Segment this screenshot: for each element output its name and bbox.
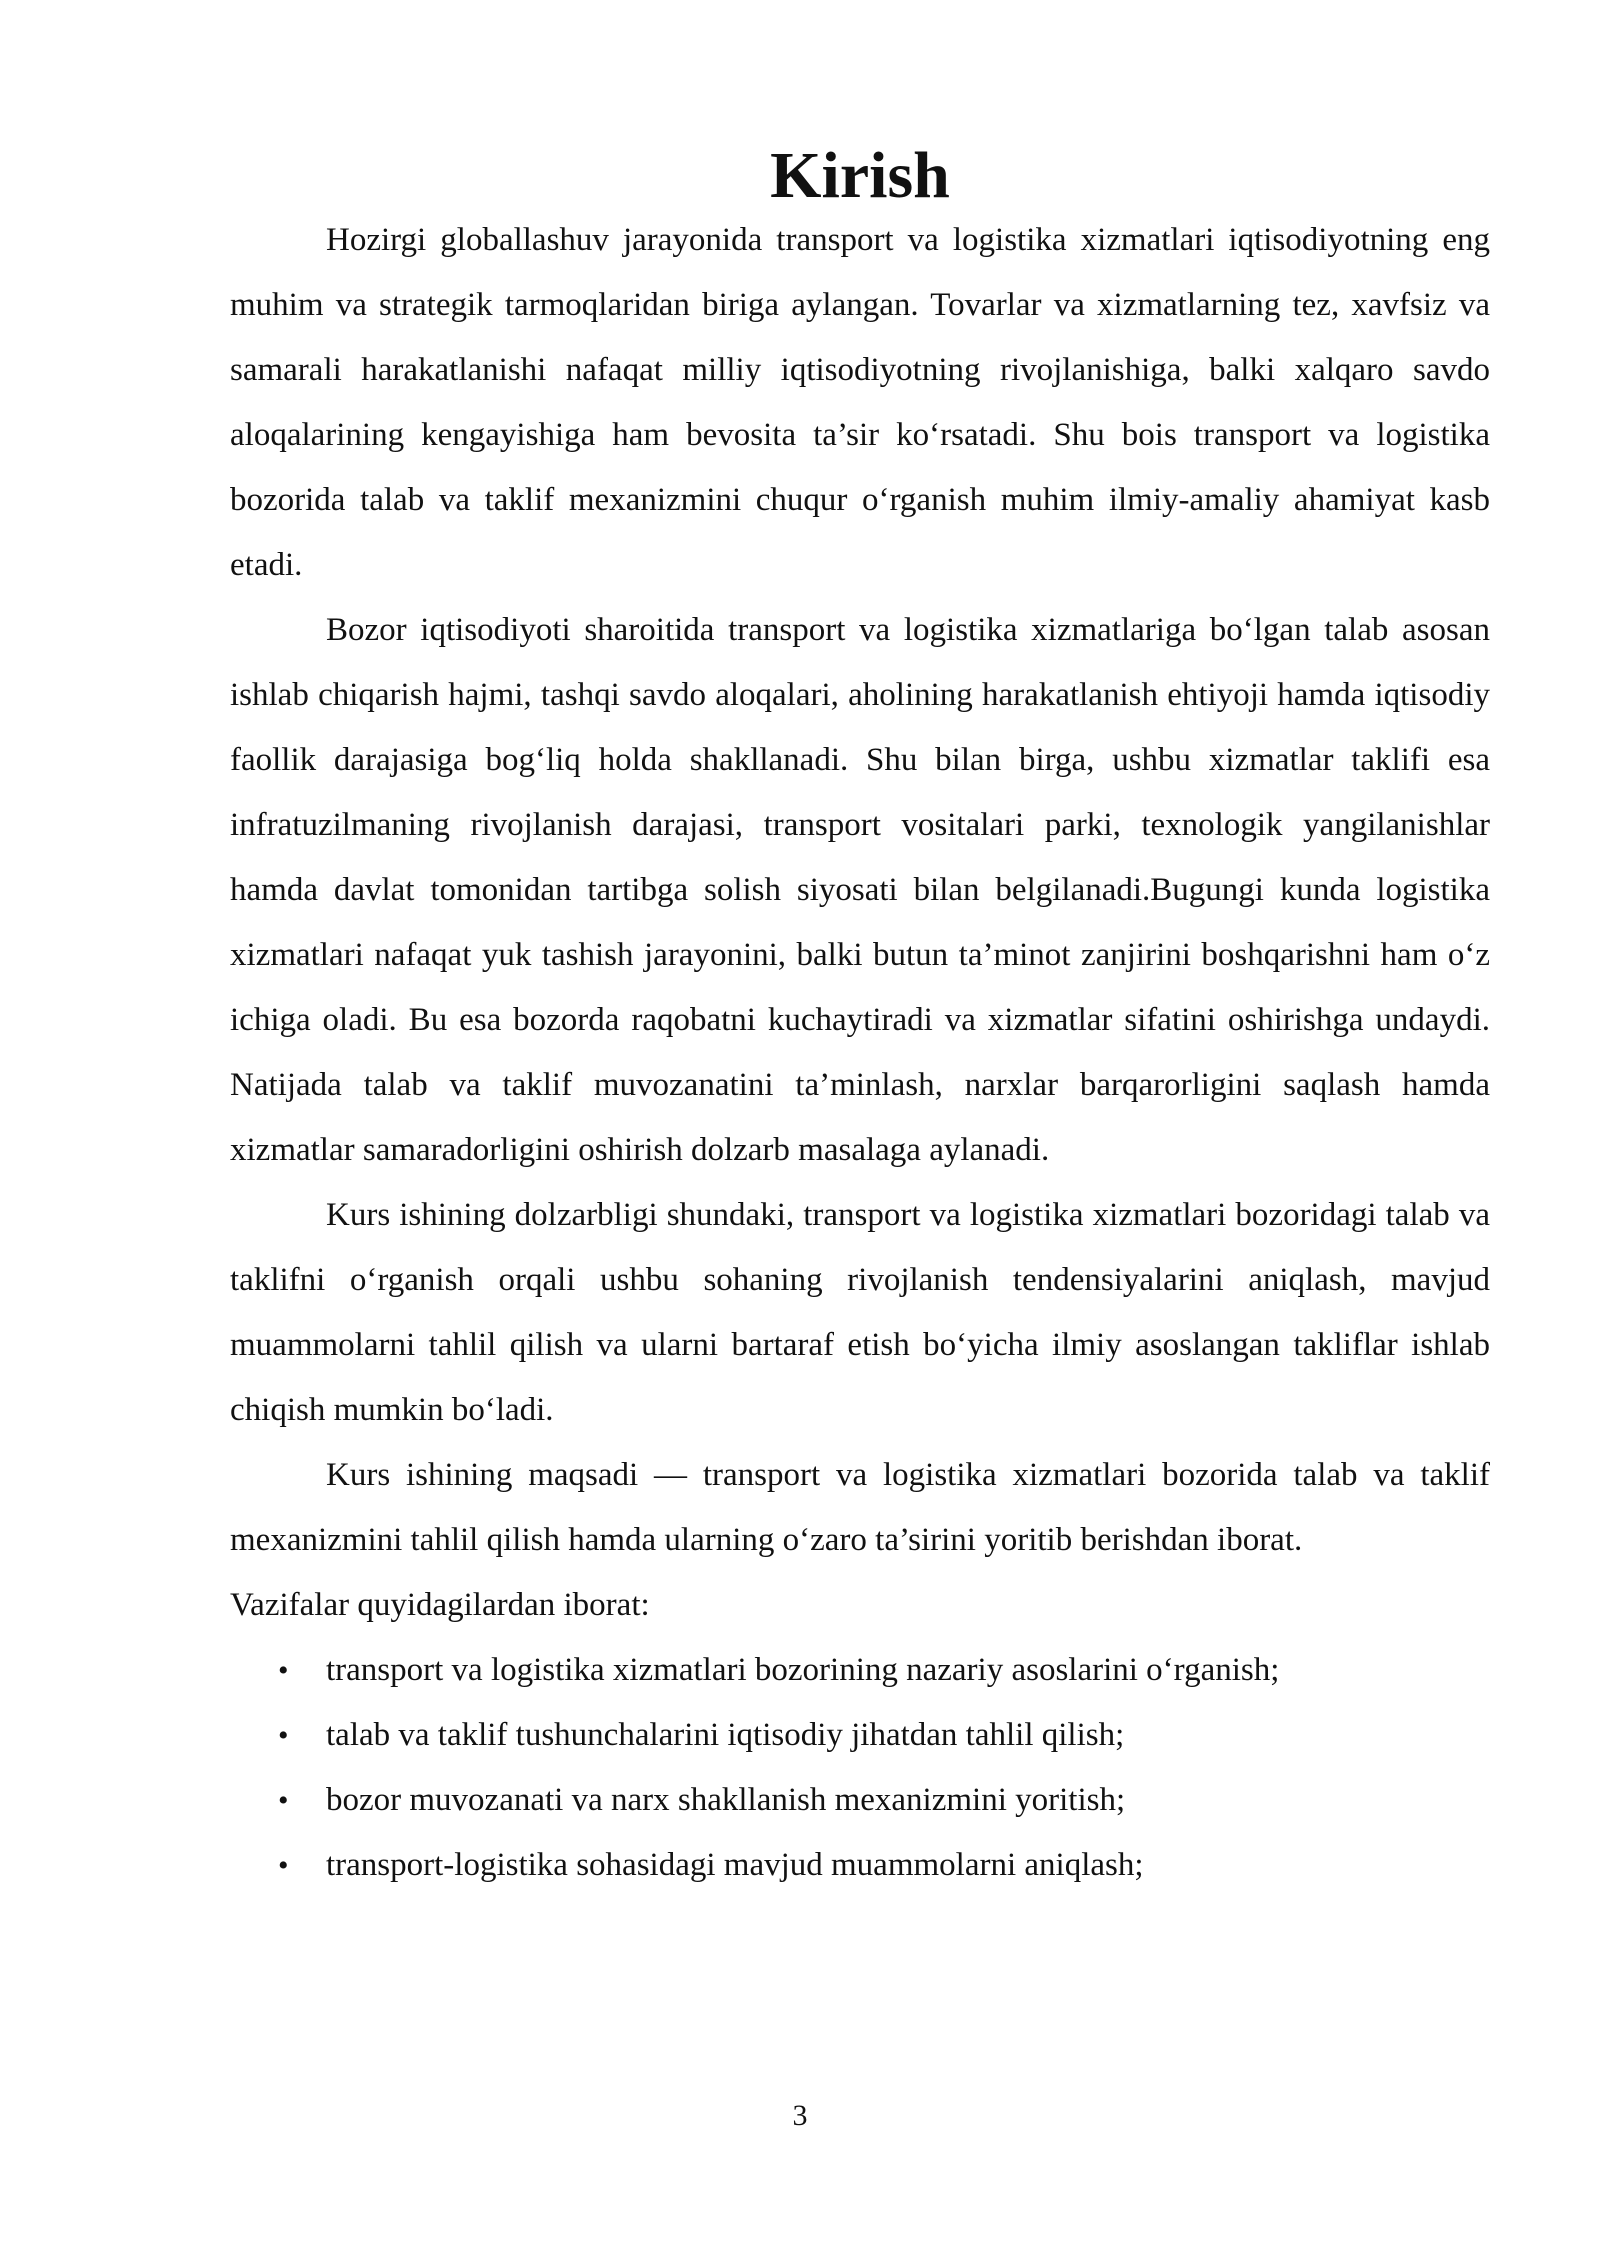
list-item — [230, 1768, 1490, 1833]
list-item — [230, 1638, 1490, 1703]
bullet-icon: • — [278, 1784, 289, 1817]
list-item-text: transport-logistika sohasidagi mavjud muammolarni aniqlash; — [326, 1847, 1144, 1883]
bullet-icon: • — [278, 1654, 289, 1687]
list-item-text: transport va logistika xizmatlari bozorining nazariy asoslarini o‘rganish; — [326, 1652, 1280, 1688]
bullet-icon: • — [278, 1719, 289, 1752]
list-item-text: talab va taklif tushunchalarini iqtisodiy jihatdan tahlil qilish; — [326, 1717, 1125, 1753]
list-item — [230, 1833, 1490, 1898]
list-item — [230, 1703, 1490, 1768]
page-number: 3 — [792, 2099, 808, 2132]
paragraph-goal: Kurs ishining maqsadi — transport va logistika xizmatlari bozorida talab va taklif mexanizmini tahlil qilish hamda ularning o‘zaro ta’sirini yoritib berishdan iborat. — [230, 1457, 1490, 1558]
paragraph-market-conditions: Bozor iqtisodiyoti sharoitida transport va logistika xizmatlariga bo‘lgan talab asosan ishlab chiqarish hajmi, tashqi savdo aloqalari, aholining harakatlanish ehtiyoji hamda iqtisodiy faollik darajasiga bog‘liq holda shakllanadi. Shu bilan birga, ushbu xizmatlar taklifi esa infratuzilmaning rivojlanish darajasi, transport vositalari parki, texnologik yangilanishlar hamda davlat tomonidan tartibga solish siyosati bilan belgilanadi.Bugungi kunda logistika xizmatlari nafaqat yuk tashish jarayonini, balki butun ta’minot zanjirini boshqarishni ham o‘z ichiga oladi. Bu esa bozorda raqobatni kuchaytiradi va xizmatlar sifatini oshirishga undaydi. Natijada talab va taklif muvozanatini ta’minlash, narxlar barqarorligini saqlash hamda xizmatlar samaradorligini oshirish dolzarb masalaga aylanadi. — [230, 612, 1490, 1168]
paragraph-relevance: Kurs ishining dolzarbligi shundaki, transport va logistika xizmatlari bozoridagi talab va taklifni o‘rganish orqali ushbu sohaning rivojlanish tendensiyalarini aniqlash, mavjud muammolarni tahlil qilish va ularni bartaraf etish bo‘yicha ilmiy asoslangan takliflar ishlab chiqish mumkin bo‘ladi. — [230, 1197, 1490, 1428]
tasks-list — [230, 1638, 1490, 1898]
bullet-icon: • — [278, 1849, 289, 1882]
tasks-intro: Vazifalar quyidagilardan iborat: — [230, 1587, 650, 1623]
list-item-text: bozor muvozanati va narx shakllanish mexanizmini yoritish; — [326, 1782, 1126, 1818]
paragraph-introduction: Hozirgi globallashuv jarayonida transport va logistika xizmatlari iqtisodiyotning eng muhim va strategik tarmoqlaridan biriga aylangan. Tovarlar va xizmatlarning tez, xavfsiz va samarali harakatlanishi nafaqat milliy iqtisodiyotning rivojlanishiga, balki xalqaro savdo aloqalarining kengayishiga ham bevosita ta’sir ko‘rsatadi. Shu bois transport va logistika bozorida talab va taklif mexanizmini chuqur o‘rganish muhim ilmiy-amaliy ahamiyat kasb etadi. — [230, 222, 1490, 583]
page-content — [230, 139, 1490, 1898]
page-title: Kirish — [770, 139, 950, 212]
